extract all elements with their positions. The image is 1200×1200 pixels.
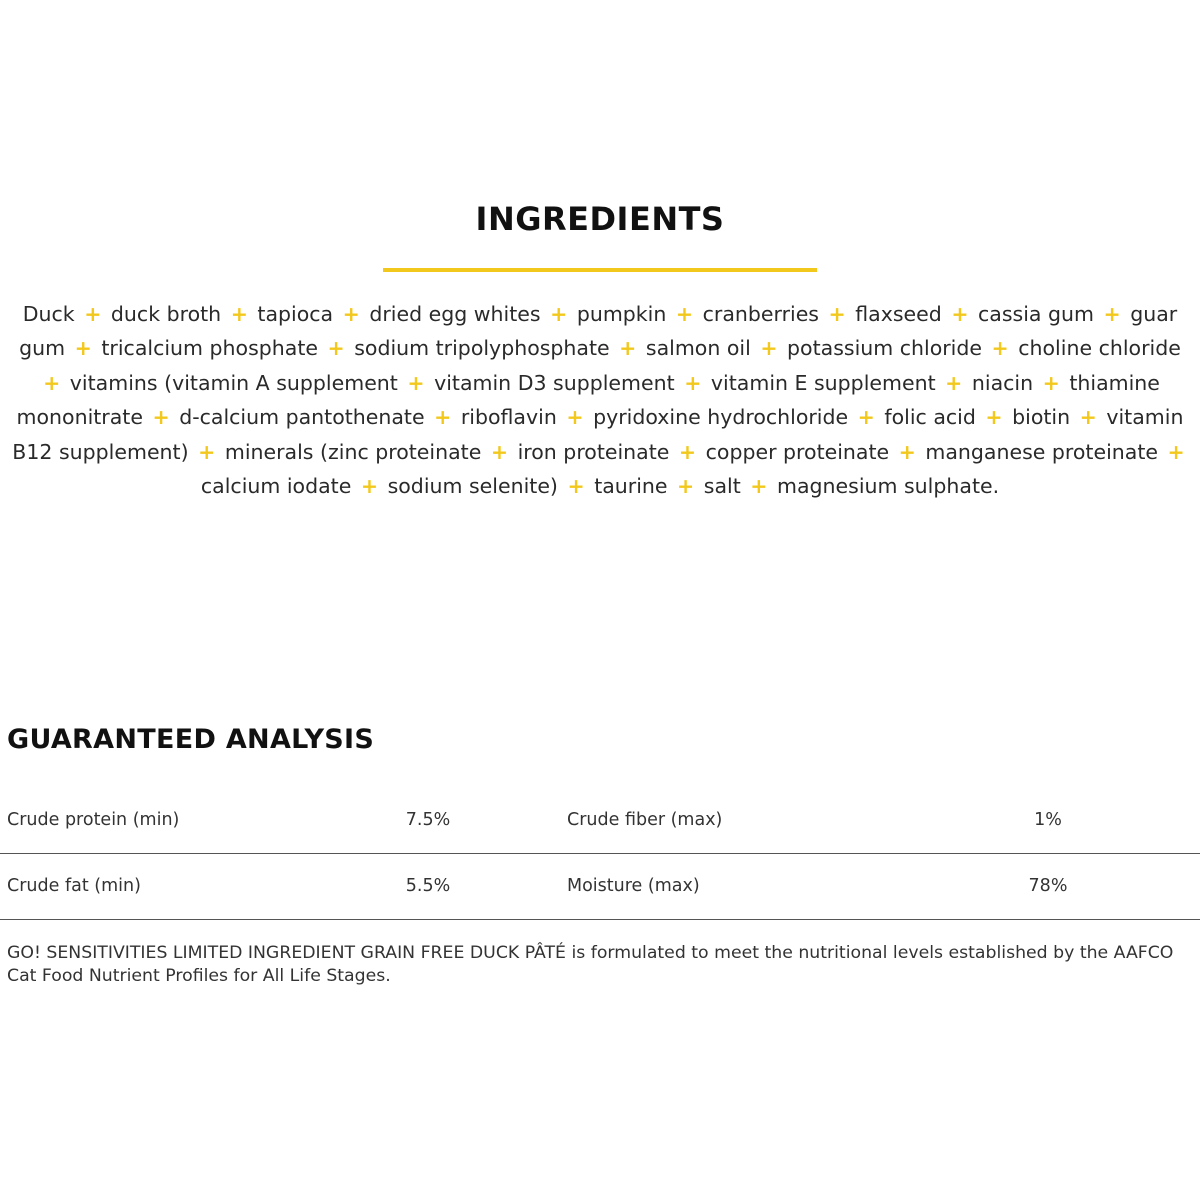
analysis-nutrient-value: 78% [1028,876,1068,896]
plus-separator-icon: + [407,370,425,395]
plus-separator-icon: + [945,370,963,395]
ingredient-item: folic acid [884,405,976,430]
ingredient-item: minerals (zinc proteinate [224,439,482,464]
plus-separator-icon: + [360,474,379,499]
plus-separator-icon: + [750,474,768,499]
ingredient-item: potassium chloride [787,336,982,361]
ingredient-item: taurine [594,474,668,499]
ingredient-item: niacin [971,370,1034,395]
aafco-statement: GO! SENSITIVITIES LIMITED INGREDIENT GRAIN FREE DUCK PÂTÉ is formulated to meet the nutritional levels established by the AAFCO Cat Food Nutrient Profiles for All Life Stages. [7,943,1174,986]
analysis-nutrient-value: 5.5% [405,876,451,896]
plus-separator-icon: + [198,439,216,464]
analysis-row [0,788,1200,854]
ingredient-item: pyridoxine hydrochloride [593,405,849,430]
ingredient-item: cranberries [702,302,819,326]
plus-separator-icon: + [43,370,61,395]
ingredient-item: magnesium sulphate. [777,474,1000,499]
plus-separator-icon: + [1079,405,1097,430]
ingredient-item: salt [703,474,741,499]
plus-separator-icon: + [898,439,916,464]
ingredient-item: vitamins (vitamin A supplement [69,370,398,395]
ingredient-item: flaxseed [855,302,942,326]
plus-separator-icon: + [566,405,584,430]
plus-separator-icon: + [684,370,702,395]
ingredient-item: vitamin D3 supplement [434,370,675,395]
plus-separator-icon: + [74,336,92,361]
plus-separator-icon: + [342,302,360,326]
plus-separator-icon: + [951,302,969,326]
analysis-nutrient-name: Crude protein (min) [7,810,180,830]
guaranteed-analysis-table [0,788,1200,920]
ingredients-title-underline [383,268,817,272]
plus-separator-icon: + [675,302,694,326]
plus-separator-icon: + [985,405,1003,430]
plus-separator-icon: + [84,302,102,326]
plus-separator-icon: + [828,302,846,326]
analysis-nutrient-name: Moisture (max) [567,876,700,896]
plus-separator-icon: + [678,439,697,464]
plus-separator-icon: + [550,302,568,326]
ingredient-item: calcium iodate [200,474,352,499]
ingredient-item: vitamin B12 supplement) [12,405,1184,464]
ingredient-item: riboflavin [460,405,557,430]
ingredient-item: copper proteinate [705,439,890,464]
plus-separator-icon: + [230,302,248,326]
ingredient-item: biotin [1012,405,1071,430]
plus-separator-icon: + [1167,439,1185,464]
plus-separator-icon: + [434,405,452,430]
plus-separator-icon: + [857,405,875,430]
ingredient-item: sodium selenite) [387,474,558,499]
ingredient-item: pumpkin [576,302,667,326]
ingredient-item: vitamin E supplement [710,370,936,395]
ingredient-item: manganese proteinate [925,439,1158,464]
plus-separator-icon: + [152,405,170,430]
ingredient-item: tapioca [257,302,334,326]
ingredients-title: INGREDIENTS [475,200,725,238]
ingredient-item: Duck [22,302,75,326]
ingredient-item: sodium tripolyphosphate [354,336,610,361]
analysis-nutrient-value: 1% [1034,810,1062,830]
plus-separator-icon: + [1042,370,1060,395]
ingredient-item: d-calcium pantothenate [179,405,425,430]
plus-separator-icon: + [490,439,509,464]
ingredient-item: thiamine mononitrate [16,370,1160,430]
guaranteed-analysis-title: GUARANTEED ANALYSIS [7,724,375,755]
plus-separator-icon: + [327,336,345,361]
ingredients-list [8,297,1192,503]
plus-separator-icon: + [677,474,695,499]
ingredient-item: salmon oil [645,336,751,361]
analysis-nutrient-name: Crude fat (min) [7,876,141,896]
ingredient-item: cassia gum [978,302,1094,326]
ingredient-item: guar gum [19,302,1178,361]
plus-separator-icon: + [619,336,637,361]
analysis-row [0,854,1200,920]
plus-separator-icon: + [567,474,585,499]
ingredient-item: tricalcium phosphate [101,336,318,361]
ingredient-item: dried egg whites [369,302,541,326]
plus-separator-icon: + [1103,302,1121,326]
ingredient-item: choline chloride [1018,336,1181,361]
plus-separator-icon: + [991,336,1009,361]
plus-separator-icon: + [760,336,778,361]
ingredient-item: duck broth [110,302,222,326]
ingredient-item: iron proteinate [517,439,670,464]
analysis-nutrient-value: 7.5% [405,810,451,830]
analysis-nutrient-name: Crude fiber (max) [567,810,723,830]
